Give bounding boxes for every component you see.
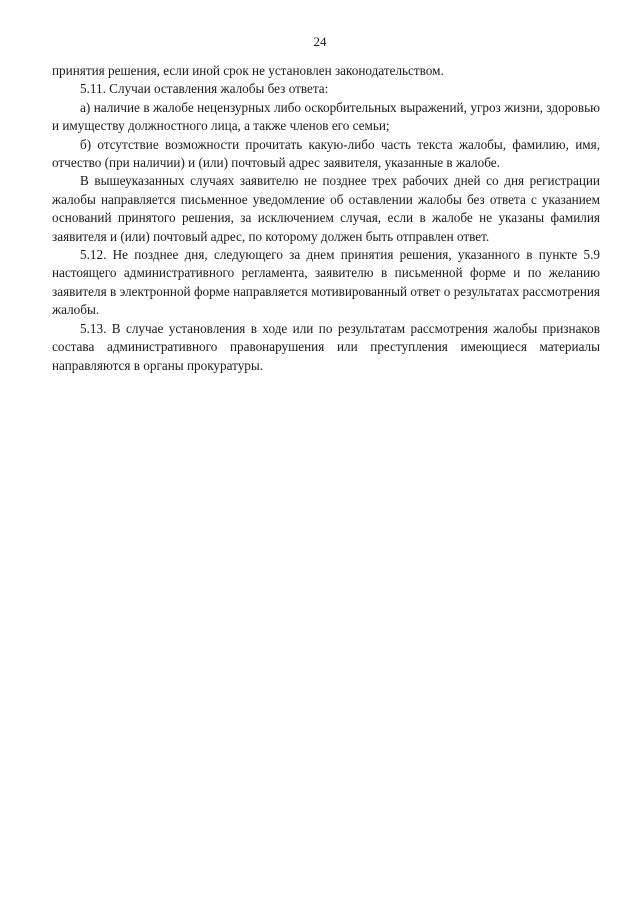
document-body	[52, 62, 600, 375]
section-5-11-notice-paragraph: В вышеуказанных случаях заявителю не позднее трех рабочих дней со дня регистрации жалобы направляется письменное уведомление об оставлении жалобы без ответа с указанием оснований принятого решения, за исключением случая, если в жалобе не указаны фамилия заявителя и (или) почтовый адрес, по которому должен быть отправлен ответ.	[52, 173, 600, 244]
section-5-11-heading: 5.11. Случаи оставления жалобы без ответа:	[80, 81, 329, 97]
section-5-11-item-b: б) отсутствие возможности прочитать какую-либо часть текста жалобы, фамилию, имя, отчество (при наличии) и (или) почтовый адрес заявителя, указанные в жалобе.	[52, 136, 600, 171]
page-number: 24	[313, 34, 327, 49]
section-5-12-paragraph: 5.12. Не позднее дня, следующего за днем принятия решения, указанного в пункте 5.9 настоящего административного регламента, заявителю в письменной форме и по желанию заявителя в электронной форме направляется мотивированный ответ о результатах рассмотрения жалобы.	[52, 247, 600, 318]
section-5-11-item-a: а) наличие в жалобе нецензурных либо оскорбительных выражений, угроз жизни, здоровью и имуществу должностного лица, а также членов его семьи;	[52, 99, 600, 134]
paragraph-continuation: принятия решения, если иной срок не установлен законодательством.	[52, 63, 444, 78]
section-5-13-paragraph: 5.13. В случае установления в ходе или по результатам рассмотрения жалобы признаков состава административного правонарушения или преступления имеющиеся материалы направляются в органы прокуратуры.	[52, 320, 600, 373]
